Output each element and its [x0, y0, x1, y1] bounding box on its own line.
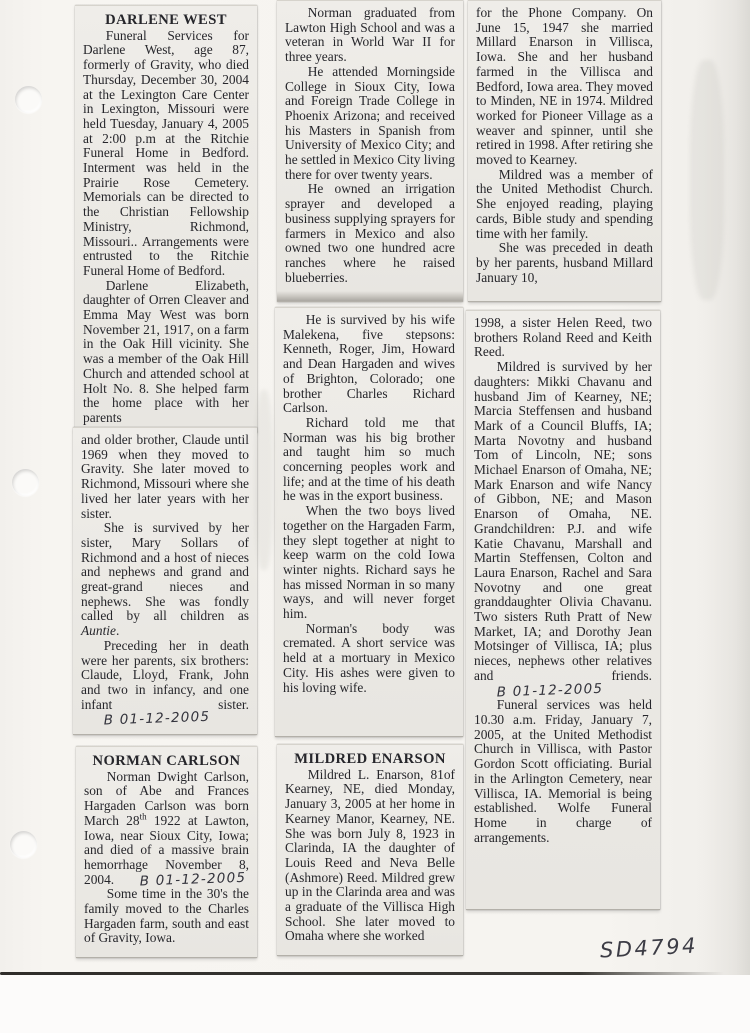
obituary-paragraph [285, 182, 455, 285]
text-run: Norman's body was cremated. A short service was held at a mortuary in Mexico City. His ashes were given to his loving wife. [283, 620, 455, 695]
text-run: Some time in the 30's the family moved to the Charles Hargaden farm, south and east of Gravity, Iowa. [84, 886, 249, 946]
text-run: 1998, a sister Helen Reed, two brothers Roland Reed and Keith Reed. [474, 315, 652, 360]
clipping-norman2b [275, 307, 463, 737]
hole-punch [12, 469, 39, 496]
catalog-number-handwriting: SD4794 [599, 933, 699, 963]
text-run: She was preceded in death by her parents, husband Millard January 10, [476, 240, 653, 285]
text-run: 1922 at Lawton, Iowa, near Sioux City, Iowa; and died of a massive brain hemorrhage November 8, 2004. [84, 812, 249, 887]
obituary-paragraph [81, 433, 249, 521]
obituary-paragraph [476, 168, 653, 242]
clipping-darlene1 [75, 5, 257, 433]
handwritten-date-stamp: B 01-12-2005 [496, 680, 604, 701]
bleed-through-mark [690, 60, 724, 300]
obituary-paragraph [474, 316, 652, 360]
obituary-paragraph [285, 6, 455, 65]
obituary-paragraph [476, 241, 653, 285]
obituary-paragraph [474, 698, 652, 845]
text-run: Mildred L. Enarson, 81of Kearney, NE, died Monday, January 3, 2005 at her home in Kearney Manor, Kearney, NE. She was born July 8, 1923 in Clarinda, IA the daughter of Louis Reed and Neva Belle (Ashmore) Reed. Mildred grew up in the Clarinda area and was a graduate of the Villisca High School. She later moved to Omaha where she worked [285, 766, 455, 944]
text-run: Funeral services was held 10.30 a.m. Friday, January 7, 2005, at the United Methodist Church in Villisca, with Pastor Gordon Scott officiating. Burial in the Arlington Cemetery, near Villisca, IA. Memorial is being established. Wolfe Funeral Home in charge of arrangements. [474, 697, 652, 845]
clipping-mildred1 [277, 744, 463, 956]
obituary-paragraph [283, 504, 455, 622]
obituary-paragraph [474, 359, 652, 701]
text-run: . [115, 623, 120, 639]
clipping-norman1 [76, 746, 257, 958]
clipping-mildred2a [468, 0, 661, 302]
text-run: Norman Dwight Carlson, son of Abe and Frances Hargaden Carlson was born March 28 [84, 768, 249, 828]
text-run: He attended Morningside College in Sioux City, Iowa and Foreign Trade College in Phoenix Arizona; and received his Masters in Spanish from University of Mexico City; and he settled in Mexico City living there for over twenty years. [285, 63, 455, 182]
text-run: Darlene Elizabeth, daughter of Orren Cleaver and Emma May West was born November 21, 1917, on a farm in the Oak Hill vicinity. She was a member of the Oak Hill Church and attended school at Holt No. 8. She helped farm the home place with her parents [83, 277, 249, 425]
handwritten-date-stamp: B 01-12-2005 [103, 709, 211, 729]
obituary-title: DARLENE WEST [105, 12, 227, 28]
obituary-paragraph [81, 639, 249, 727]
text-run: He is survived by his wife Malekena, five stepsons: Kenneth, Roger, Jim, Howard and Dean Hargaden and wives of Brighton, Colorado; one brother Charles Richard Carlson. [283, 312, 455, 416]
obituary-paragraph [84, 887, 249, 946]
obituary-paragraph [81, 521, 249, 639]
obituary-paragraph [283, 416, 455, 504]
obituary-paragraph [83, 279, 249, 426]
handwritten-date-stamp: B 01-12-2005 [139, 869, 247, 890]
text-run: for the Phone Company. On June 15, 1947 she married Millard Enarson in Villisca, Iowa. She and her husband farmed in the Villisca and Bedford, Iowa area. They moved to Minden, NE in 1974. Mildred worked for Pioneer Village as a weaver and spinner, until she retired in 1998. After retiring she moved to Kearney. [476, 5, 654, 168]
clipping-norman2a [277, 0, 463, 302]
clipping-darlene2 [73, 427, 257, 735]
obituary-paragraph [283, 622, 455, 696]
obituary-paragraph [476, 6, 653, 168]
obituary-paragraph [83, 29, 249, 279]
italic-text: Auntie [81, 623, 116, 639]
obituary-paragraph [285, 768, 455, 944]
hole-punch [10, 831, 37, 858]
text-run: Preceding her in death were her parents, six brothers: Claude, Lloyd, Frank, John and two in infancy, and one infant sister. [81, 637, 249, 712]
text-run: She is survived by her sister, Mary Sollars of Richmond and a host of nieces and nephews and grand and great-grand nieces and nephews. She was fondly called by all children as [81, 520, 249, 624]
obituary-title: MILDRED ENARSON [294, 751, 446, 767]
superscript-text: th [139, 811, 147, 822]
text-run: and older brother, Claude until 1969 when they moved to Gravity. She later moved to Richmond, Missouri where she lived her later years with her sister. [81, 432, 249, 521]
text-run: When the two boys lived together on the Hargaden Farm, they slept together at night to keep warm on the cold Iowa winter nights. Richard says he has missed Norman in so many ways, and will never forget him. [283, 503, 455, 622]
scanner-background [0, 975, 750, 1033]
text-run: Mildred is survived by her daughters: Mikki Chavanu and husband Jim of Kearney, NE; Marcia Steffensen and husband Mark of a Council Bluffs, IA; Marta Novotny and husband Tom of Lincoln, NE; sons Michael Enarson of Omaha, NE; Mark Enarson and wife Nancy of Gibbon, NE; and Mason Enarson of Omaha, NE. Grandchildren: P.J. and wife Katie Chavanu, Marshall and Martin Steffensen, Colton and Laura Enarson, Rachel and Sara Novotny and one great granddaughter Olivia Chavanu. Two sisters Ruth Pratt of New Market, IA; and Dorothy Jean Motsinger of Villisca, IA; plus nieces, nephews other relatives and friends. [474, 359, 652, 683]
obituary-paragraph [285, 65, 455, 183]
obituary-paragraph [84, 770, 249, 888]
obituary-paragraph [283, 313, 455, 416]
text-run: Mildred was a member of the United Methodist Church. She enjoyed reading, playing cards, Bible study and spending time with her family. [476, 166, 653, 241]
obituary-title: NORMAN CARLSON [92, 753, 241, 769]
hole-punch [15, 86, 42, 113]
text-run: He owned an irrigation sprayer and developed a business supplying sprayers for farmers in Mexico and also owned two one hundred acre ranches where he raised blueberries. [285, 181, 455, 285]
text-run: Funeral Services for Darlene West, age 87, formerly of Gravity, who died Thursday, December 30, 2004 at the Lexington Care Center in Lexington, Missouri were held Tuesday, January 4, 2005 at 2:00 p.m at the Ritchie Funeral Home in Bedford. Interment was held in the Prairie Rose Cemetery. Memorials can be directed to the Christian Fellowship Ministry, Richmond, Missouri.. Arrangements were entrusted to the Ritchie Funeral Home of Bedford. [83, 27, 249, 278]
text-run: Norman graduated from Lawton High School and was a veteran in World War II for three years. [285, 5, 455, 65]
bleed-through-mark [255, 390, 273, 570]
clipping-mildred2b [466, 310, 660, 910]
text-run: Richard told me that Norman was his big brother and taught him so much concerning peoples work and life; and at the time of his death he was in the export business. [283, 414, 455, 504]
